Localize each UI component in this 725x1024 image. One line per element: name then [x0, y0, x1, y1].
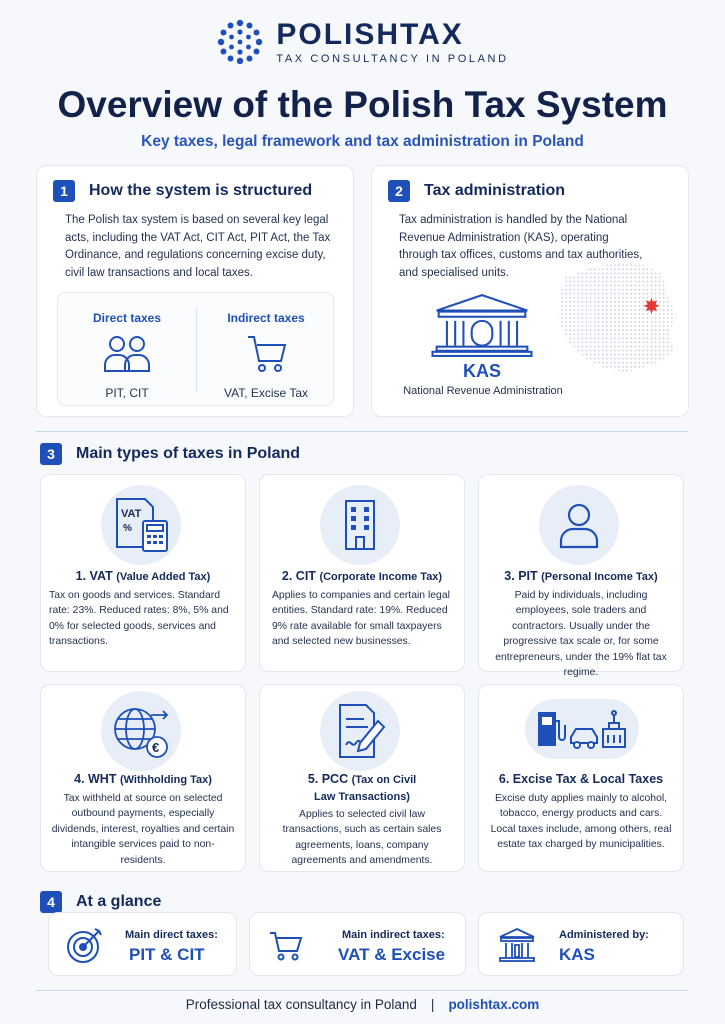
excise-icon-pill — [525, 699, 639, 759]
tax-title: 2. CIT — [281, 569, 316, 583]
vat-icon-label: VAT — [121, 508, 142, 520]
footer-text: Professional tax consultancy in Poland — [185, 997, 417, 1012]
tax-description: Tax on goods and services. Standard rate: 23%. Reduced rates: 8%, 5% and 0% for selected goods, services and transactions. — [49, 590, 229, 648]
wht-card — [40, 684, 246, 872]
glance-value: PIT & CIT — [129, 945, 205, 964]
direct-taxes-label: Direct taxes — [92, 311, 162, 325]
indirect-taxes-label: Indirect taxes — [227, 311, 305, 325]
footer-website-link[interactable]: polishtax.com — [448, 997, 540, 1012]
divider — [36, 990, 688, 991]
tax-title: 6. Excise Tax & Local Taxes — [498, 772, 664, 786]
shopping-cart-icon — [240, 333, 292, 373]
government-building-icon — [497, 925, 537, 965]
tax-subtitle: (Tax on Civil — [351, 774, 417, 786]
section-number: 4 — [40, 891, 62, 913]
tax-title: 3. PIT — [504, 569, 538, 583]
administration-card — [371, 165, 689, 417]
kas-full-name: National Revenue Administration — [403, 385, 563, 397]
glance-indirect — [249, 912, 466, 976]
tax-subtitle: (Withholding Tax) — [119, 774, 212, 786]
target-icon — [65, 925, 105, 965]
tax-description: Tax withheld at source on selected outbound payments, especially dividends, interest, royalties and certain intangible services paid to non-residents. — [51, 793, 235, 866]
section-number: 3 — [40, 443, 62, 465]
section-heading: Tax administration — [424, 182, 566, 199]
section-heading: At a glance — [76, 893, 162, 910]
tax-subtitle: (Value Added Tax) — [116, 571, 211, 583]
glance-label: Main indirect taxes: — [342, 929, 445, 941]
header — [0, 18, 725, 66]
tax-description: Applies to companies and certain legal entities. Standard rate: 19%. Reduced 9% rate available for small taxpayers and selected new businesses. — [272, 590, 450, 648]
contract-pen-icon — [330, 701, 390, 761]
glance-value: KAS — [559, 945, 595, 964]
office-building-icon — [330, 495, 390, 555]
section-heading: How the system is structured — [89, 182, 313, 199]
fuel-car-townhall-icon — [525, 699, 639, 759]
globe-euro-icon — [111, 701, 171, 761]
tax-description: Paid by individuals, including employees, sole traders and contractors. Usually under the progressive tax scale or, for some entrepreneurs, under the 19% flat tax regime. — [495, 590, 667, 679]
structure-text: The Polish tax system is based on several key legal acts, including the VAT Act, CIT Act, PIT Act, the Tax Ordinance, and regulations concerning excise duty, civil law transactions and local taxes. — [65, 214, 331, 279]
direct-taxes-value: PIT, CIT — [105, 386, 149, 400]
vat-card — [40, 474, 246, 672]
government-building-icon — [430, 292, 534, 358]
brand-tagline: TAX CONSULTANCY IN POLAND — [276, 53, 509, 65]
section-number: 1 — [53, 180, 75, 202]
tax-description: Applies to selected civil law transactions, such as certain sales agreements, loans, company agreements and amendments. — [282, 809, 442, 867]
glance-direct — [48, 912, 237, 976]
tax-title: 1. VAT — [75, 569, 113, 583]
excise-card — [478, 684, 684, 872]
person-icon — [549, 495, 609, 555]
page-title: Overview of the Polish Tax System — [57, 84, 668, 125]
tax-subtitle: (Personal Income Tax) — [541, 571, 658, 583]
section-heading: Main types of taxes in Poland — [76, 445, 301, 462]
indirect-taxes-value: VAT, Excise Tax — [223, 386, 309, 400]
pit-card — [478, 474, 684, 679]
tax-title: 5. PCC — [307, 772, 349, 786]
tax-split-box — [57, 292, 334, 406]
svg-text:€: € — [152, 740, 160, 755]
poland-map-icon — [552, 248, 684, 384]
shopping-cart-icon — [266, 925, 306, 965]
glance-admin — [478, 912, 684, 976]
tax-subtitle-line2: Law Transactions) — [314, 791, 410, 803]
structure-card — [36, 165, 354, 417]
logo — [216, 18, 508, 66]
footer — [0, 997, 725, 1012]
administration-text: Tax administration is handled by the National Revenue Administration (KAS), operating through tax offices, customs and tax authorities, and specialised units. — [399, 214, 643, 279]
dots-logo-icon — [216, 18, 264, 66]
section-number: 2 — [388, 180, 410, 202]
footer-separator: | — [430, 997, 435, 1012]
svg-text:%: % — [123, 523, 132, 534]
pcc-card — [259, 684, 465, 872]
tax-description: Excise duty applies mainly to alcohol, tobacco, energy products and cars. Local taxes include, among others, real estate tax charged by municipalities. — [490, 793, 672, 851]
kas-acronym: KAS — [462, 361, 501, 381]
people-icon — [101, 333, 153, 373]
tax-subtitle: (Corporate Income Tax) — [319, 571, 443, 583]
tax-title: 4. WHT — [74, 772, 117, 786]
cit-card — [259, 474, 465, 672]
brand-name: POLISHTAX — [276, 18, 464, 51]
glance-label: Administered by: — [559, 929, 649, 941]
divider — [36, 431, 688, 432]
glance-label: Main direct taxes: — [125, 929, 218, 941]
page-subtitle: Key taxes, legal framework and tax administration in Poland — [141, 133, 584, 150]
vat-calculator-icon — [111, 495, 171, 555]
glance-value: VAT & Excise — [338, 945, 446, 964]
